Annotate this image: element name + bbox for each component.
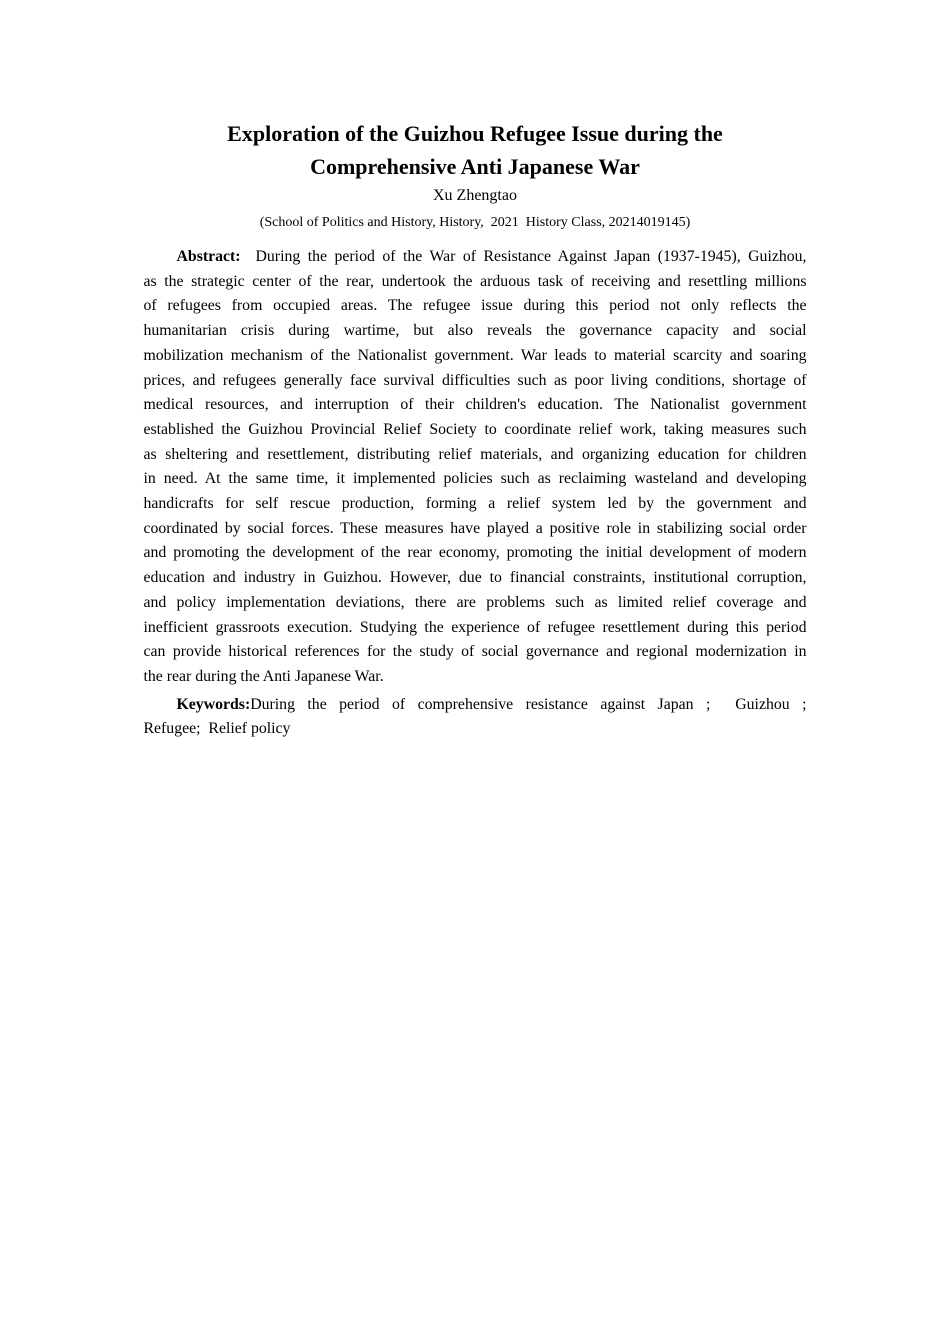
keywords-line: Refugee; Relief policy <box>143 720 291 738</box>
abstract-line: coordinated by social forces. These measures have played a positive role in stabilizing social order <box>143 519 807 537</box>
abstract-line: as the strategic center of the rear, undertook the arduous task of receiving and resettling millions <box>143 272 807 290</box>
abstract-line: mobilization mechanism of the Nationalist government. War leads to material scarcity and soaring <box>143 346 807 364</box>
keywords-label: Keywords: <box>176 695 251 713</box>
keywords-paragraph <box>144 693 807 742</box>
abstract-line: handicrafts for self rescue production, forming a relief system led by the government and <box>143 495 807 513</box>
abstract-line: and promoting the development of the rear economy, promoting the initial development of modern <box>143 544 807 562</box>
abstract-line: the rear during the Anti Japanese War. <box>143 667 384 685</box>
abstract-line: education and industry in Guizhou. However, due to financial constraints, institutional corruption, <box>143 569 807 587</box>
paper-title <box>144 117 807 183</box>
paper-title-line-1: Exploration of the Guizhou Refugee Issue during the <box>227 121 723 146</box>
abstract-paragraph <box>144 245 807 690</box>
abstract-line-text: During the period of the War of Resistance Against Japan (1937-1945), Guizhou, <box>240 248 807 265</box>
abstract-line: inefficient grassroots execution. Studying the experience of refugee resettlement during this period <box>143 618 807 636</box>
page-content <box>144 117 807 742</box>
affiliation-line: (School of Politics and History, History, 2021 History Class, 20214019145) <box>259 215 691 230</box>
abstract-line: prices, and refugees generally face survival difficulties such as poor living conditions, shortage of <box>143 371 807 389</box>
abstract-line: of refugees from occupied areas. The refugee issue during this period not only reflects the <box>143 297 807 315</box>
keywords-line-text: During the period of comprehensive resistance against Japan ; Guizhou ; <box>250 695 807 713</box>
abstract-line: medical resources, and interruption of their children's education. The Nationalist government <box>143 396 807 414</box>
paper-title-line-2: Comprehensive Anti Japanese War <box>310 154 640 179</box>
author-name: Xu Zhengtao <box>433 187 517 204</box>
abstract-line: in need. At the same time, it implemented policies such as reclaiming wasteland and developing <box>143 470 807 488</box>
abstract-line: humanitarian crisis during wartime, but also reveals the governance capacity and social <box>143 322 807 340</box>
abstract-label: Abstract: <box>176 248 241 265</box>
abstract-line: and policy implementation deviations, there are problems such as limited relief coverage and <box>143 593 807 611</box>
abstract-line <box>144 245 807 270</box>
abstract-line: can provide historical references for the study of social governance and regional modernization in <box>143 643 807 661</box>
abstract-line: as sheltering and resettlement, distributing relief materials, and organizing education for children <box>143 445 807 463</box>
keywords-line <box>144 693 807 718</box>
abstract-line: established the Guizhou Provincial Relief Society to coordinate relief work, taking measures such <box>143 420 807 438</box>
